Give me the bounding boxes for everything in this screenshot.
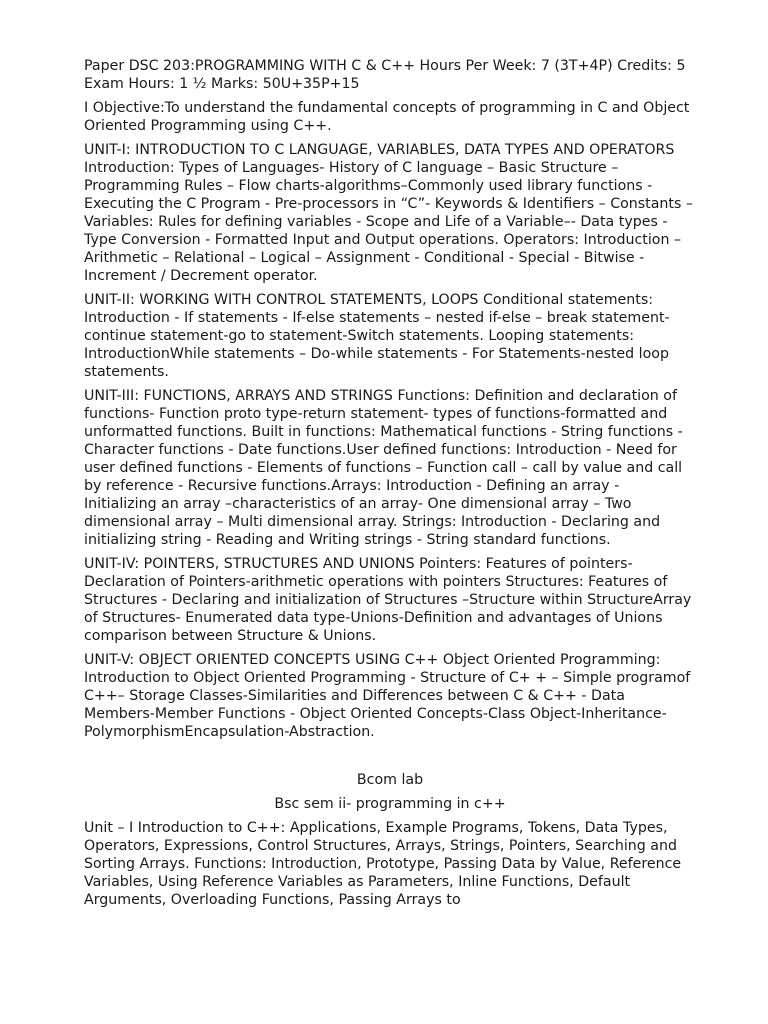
unit-4-paragraph: UNIT-IV: POINTERS, STRUCTURES AND UNIONS Pointers: Features of pointers- Declaration of Pointers-arithmetic operations with pointers Structures: Features of Structures - Declaring and initialization of Structures –Structure within StructureArray of Structures- Enumerated data type-Unions-Definition and advantages of Unions comparison between Structure & Unions. — [84, 556, 692, 644]
paper-header: Paper DSC 203:PROGRAMMING WITH C & C++ Hours Per Week: 7 (3T+4P) Credits: 5 Exam Hours: 1 ½ Marks: 50U+35P+15 — [84, 58, 686, 92]
unit-5-paragraph: UNIT-V: OBJECT ORIENTED CONCEPTS USING C++ Object Oriented Programming: Introduction to Object Oriented Programming - Structure of C+ + – Simple programof C++– Storage Classes-Similarities and Differences between C & C++ - Data Members-Member Functions - Object Oriented Concepts-Class Object-Inheritance-PolymorphismEncapsulation-Abstraction. — [84, 652, 691, 740]
blank-gap — [84, 747, 696, 771]
unit-2-paragraph: UNIT-II: WORKING WITH CONTROL STATEMENTS, LOOPS Conditional statements: Introduction - If statements - If-else statements – nested if-else – break statement-continue statement-go to statement-Switch statements. Looping statements: IntroductionWhile statements – Do-while statements - For Statements-nested loop statements. — [84, 292, 670, 380]
bcom-lab-heading: Bcom lab — [356, 772, 424, 788]
unit-3-paragraph: UNIT-III: FUNCTIONS, ARRAYS AND STRINGS Functions: Definition and declaration of functions- Function proto type-return statement- types of functions-formatted and unformatted functions. Built in functions: Mathematical functions - String functions - Character functions - Date functions.User defined functions: Introduction - Need for user defined functions - Elements of functions – Function call – call by value and call by reference - Recursive functions.Arrays: Introduction - Defining an array - Initializing an array –characteristics of an array- One dimensional array – Two dimensional array – Multi dimensional array. Strings: Introduction - Declaring and initializing string - Reading and Writing strings - String standard functions. — [84, 388, 683, 548]
cpp-unit-1-paragraph: Unit – I Introduction to C++: Applications, Example Programs, Tokens, Data Types, Operators, Expressions, Control Structures, Arrays, Strings, Pointers, Searching and Sorting Arrays. Functions: Introduction, Prototype, Passing Data by Value, Reference Variables, Using Reference Variables as Parameters, Inline Functions, Default Arguments, Overloading Functions, Passing Arrays to — [84, 820, 682, 908]
unit-1-paragraph: UNIT-I: INTRODUCTION TO C LANGUAGE, VARIABLES, DATA TYPES AND OPERATORS Introduction: Types of Languages- History of C language – Basic Structure –Programming Rules – Flow charts-algorithms–Commonly used library functions - Executing the C Program - Pre-processors in “C”- Keywords & Identifiers – Constants – Variables: Rules for defining variables - Scope and Life of a Variable–- Data types - Type Conversion - Formatted Input and Output operations. Operators: Introduction – Arithmetic – Relational – Logical – Assignment - Conditional - Special - Bitwise - Increment / Decrement operator. — [84, 142, 693, 284]
objective-paragraph: I Objective:To understand the fundamental concepts of programming in C and Object Oriented Programming using C++. — [84, 100, 690, 134]
bsc-sem-heading: Bsc sem ii- programming in c++ — [274, 796, 506, 812]
document-page — [84, 57, 696, 915]
